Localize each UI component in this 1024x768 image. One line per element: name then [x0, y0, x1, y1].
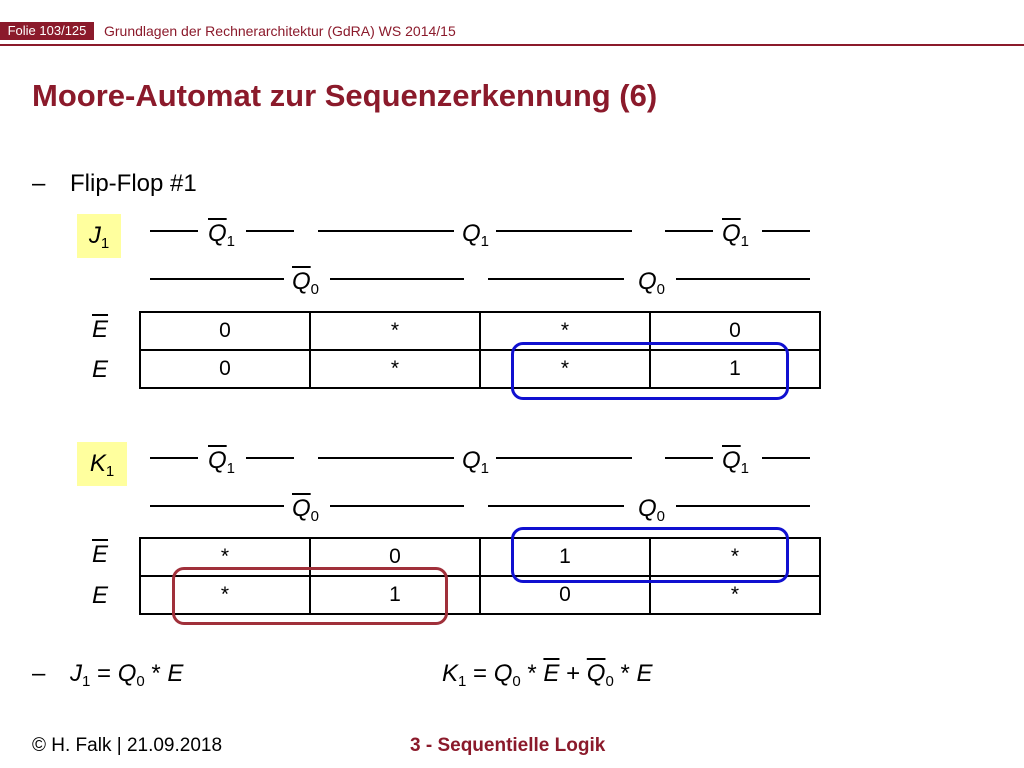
equation-k1: $K_1 = Q_0 * \overline{E} + \overline{Q}_0 * E$	[442, 660, 653, 690]
col-line	[330, 278, 464, 280]
col-line	[488, 278, 624, 280]
table-cell: *	[480, 312, 650, 350]
col-label-q1-bar: $\overline{Q}_1$	[722, 220, 750, 250]
table-cell: 0	[140, 350, 310, 388]
bullet-dash: –	[32, 170, 46, 197]
col-label-q1-bar: $\overline{Q}_1$	[208, 220, 236, 250]
footer-chapter: 3 - Sequentielle Logik	[410, 735, 606, 756]
course-title: Grundlagen der Rechnerarchitektur (GdRA) WS 2014/15	[104, 23, 456, 39]
col-line	[762, 457, 810, 459]
col-label-q1-bar: $\overline{Q}_1$	[722, 447, 750, 477]
table-cell: *	[310, 350, 480, 388]
row-label-e: E	[92, 356, 109, 383]
col-label-q0-bar: $\overline{Q}_0$	[292, 495, 320, 525]
row-label-e: E	[92, 582, 109, 609]
col-line	[676, 505, 810, 507]
col-label-q1: $Q_1$	[462, 447, 490, 477]
section-label: Flip-Flop #1	[70, 170, 197, 197]
slide-number: Folie 103/125	[0, 22, 94, 40]
col-line	[318, 230, 454, 232]
col-line	[676, 278, 810, 280]
col-line	[330, 505, 464, 507]
col-line	[246, 230, 294, 232]
table-cell: 0	[140, 312, 310, 350]
col-label-q0-bar: $\overline{Q}_0$	[292, 268, 320, 298]
table-cell: 1	[310, 576, 480, 614]
table-cell: *	[650, 538, 820, 576]
kmap-group-loop-blue	[511, 527, 789, 583]
j1-label: $J_1$	[77, 214, 121, 258]
kmap-group-loop-blue	[511, 342, 789, 400]
col-line	[318, 457, 454, 459]
bullet-dash: –	[32, 660, 46, 687]
kmap-group-loop-red	[172, 567, 448, 625]
footer-author: © H. Falk | 21.09.2018	[32, 735, 223, 756]
col-line	[665, 230, 713, 232]
table-cell: 0	[480, 576, 650, 614]
table-cell: *	[140, 576, 310, 614]
col-label-q1: $Q_1$	[462, 220, 490, 250]
table-cell: *	[310, 312, 480, 350]
equation-j1: $J_1 = Q_0 * E$	[70, 660, 184, 690]
col-label-q0: $Q_0$	[638, 268, 666, 298]
table-cell: 1	[480, 538, 650, 576]
col-line	[150, 457, 198, 459]
table-cell: 0	[310, 538, 480, 576]
table-cell: 0	[650, 312, 820, 350]
col-line	[762, 230, 810, 232]
col-line	[246, 457, 294, 459]
col-line	[665, 457, 713, 459]
row-label-e-bar: $\overline{E}$	[92, 541, 109, 568]
table-cell: *	[140, 538, 310, 576]
header-divider	[0, 44, 1024, 46]
page-title: Moore-Automat zur Sequenzerkennung (6)	[32, 78, 658, 113]
col-line	[496, 457, 632, 459]
table-cell: 1	[650, 350, 820, 388]
col-line	[488, 505, 624, 507]
row-label-e-bar: $\overline{E}$	[92, 316, 109, 343]
col-line	[150, 278, 284, 280]
col-label-q1-bar: $\overline{Q}_1$	[208, 447, 236, 477]
col-line	[150, 505, 284, 507]
col-label-q0: $Q_0$	[638, 495, 666, 525]
k1-label: $K_1$	[77, 442, 127, 486]
table-cell: *	[650, 576, 820, 614]
col-line	[150, 230, 198, 232]
table-cell: *	[480, 350, 650, 388]
col-line	[496, 230, 632, 232]
